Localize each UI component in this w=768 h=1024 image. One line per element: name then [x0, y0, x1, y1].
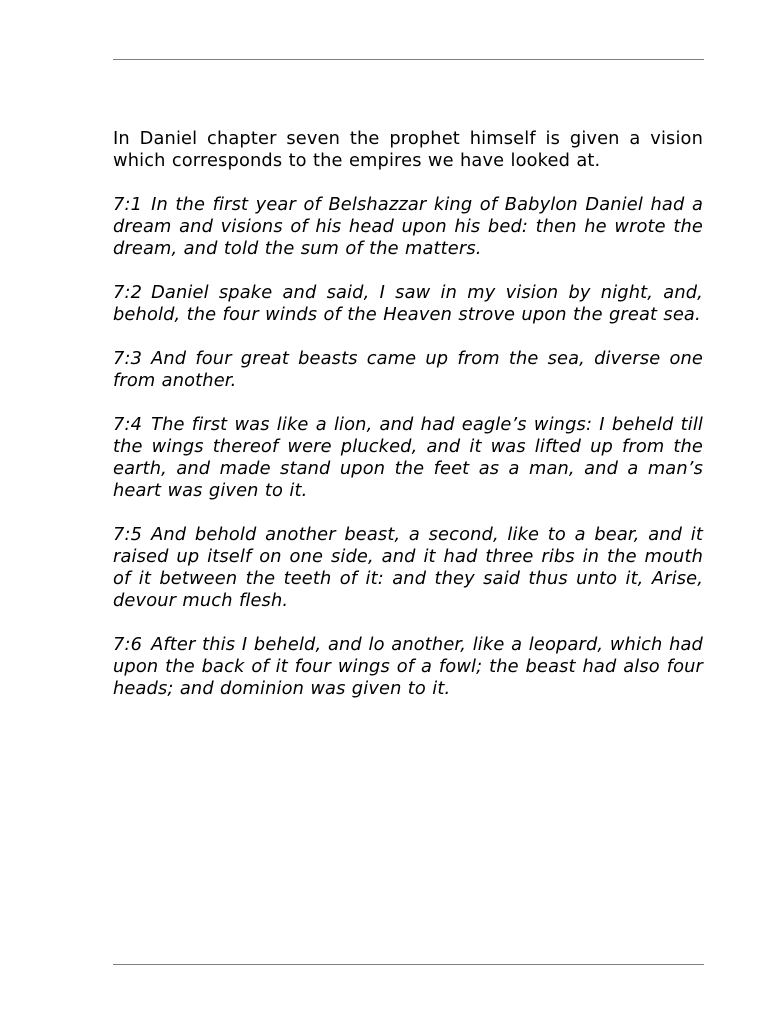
verse-7-6: [113, 634, 703, 700]
verse-ref: 7:4: [113, 414, 143, 435]
verse-7-3: [113, 348, 703, 392]
verse-ref: 7:3: [113, 348, 143, 369]
verse-text: In the first year of Belshazzar king of Babylon Daniel had a dream and visions of his head upon his bed: then he wrote the dream, and told the sum of the matters.: [113, 194, 703, 259]
verse-ref: 7:1: [113, 194, 143, 215]
page-body: [113, 128, 703, 722]
footer-rule: [113, 964, 704, 965]
verse-ref: 7:6: [113, 634, 143, 655]
verse-7-2: [113, 282, 703, 326]
verse-7-4: [113, 414, 703, 502]
verse-ref: 7:5: [113, 524, 143, 545]
verse-text: After this I beheld, and lo another, like a leopard, which had upon the back of it four wings of a fowl; the beast had also four heads; and dominion was given to it.: [113, 634, 703, 699]
verse-text: And four great beasts came up from the sea, diverse one from another.: [113, 348, 703, 391]
verse-text: The first was like a lion, and had eagle’s wings: I beheld till the wings thereof were plucked, and it was lifted up from the earth, and made stand upon the feet as a man, and a man’s heart was given to it.: [113, 414, 703, 501]
header-rule: [113, 59, 704, 60]
intro-paragraph: In Daniel chapter seven the prophet himself is given a vision which corresponds to the empires we have looked at.: [113, 128, 703, 171]
verse-text: And behold another beast, a second, like to a bear, and it raised up itself on one side, and it had three ribs in the mouth of it between the teeth of it: and they said thus unto it, Arise, devour much flesh.: [113, 524, 703, 611]
verse-7-5: [113, 524, 703, 612]
verse-ref: 7:2: [113, 282, 143, 303]
verse-7-1: [113, 194, 703, 260]
verse-text: Daniel spake and said, I saw in my vision by night, and, behold, the four winds of the Heaven strove upon the great sea.: [113, 282, 703, 325]
